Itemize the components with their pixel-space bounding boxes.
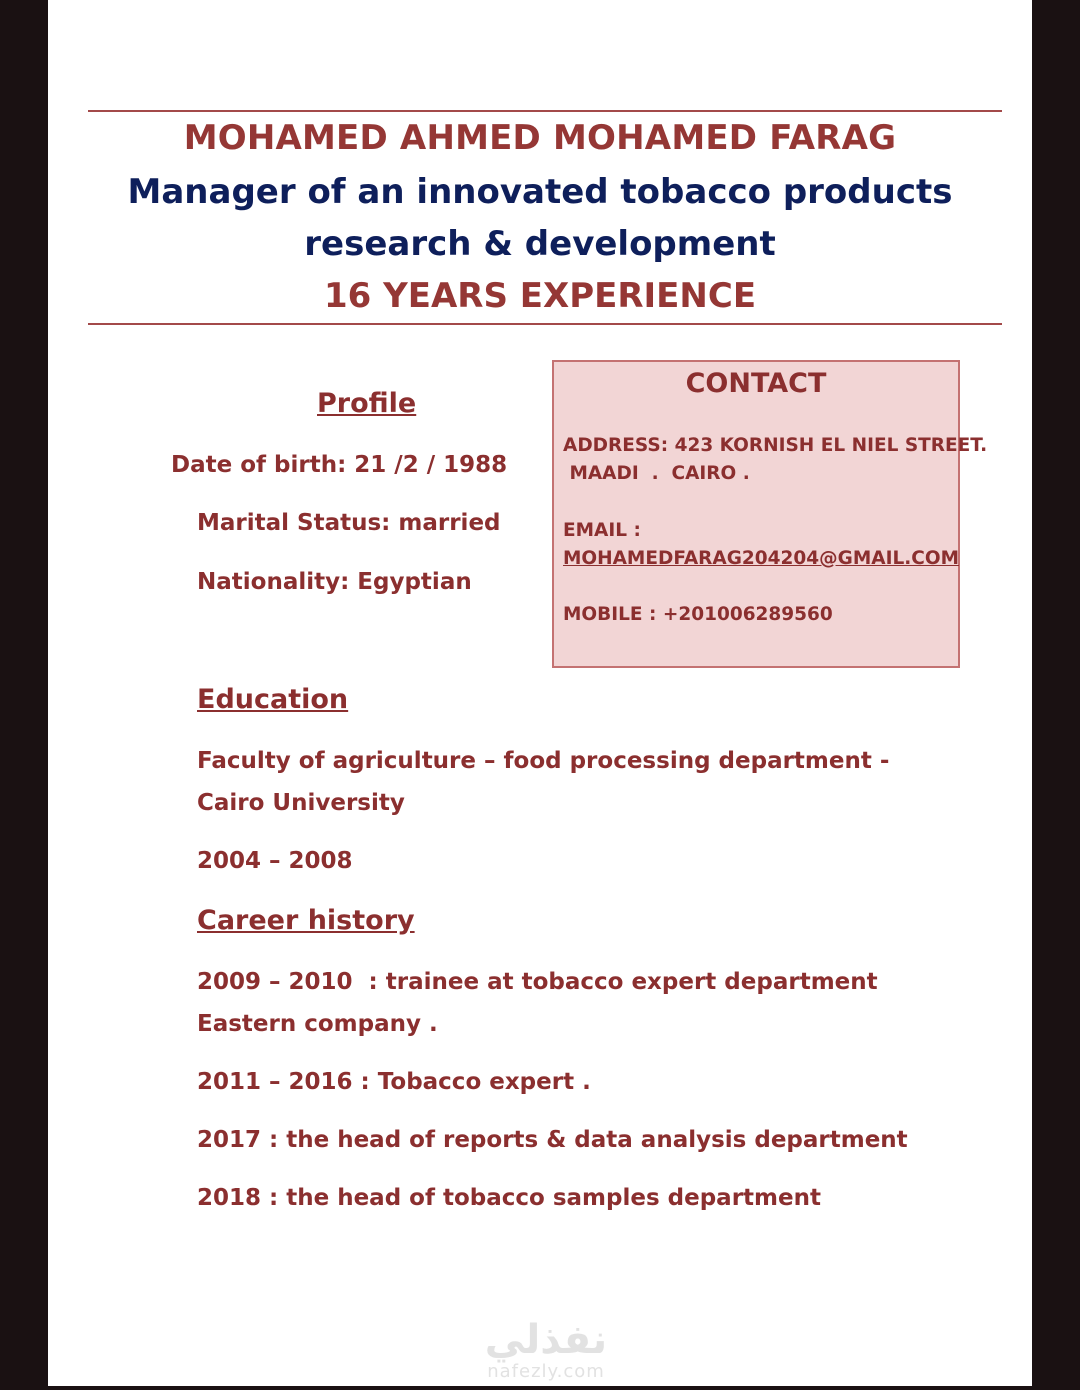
watermark-latin: nafezly.com (487, 1361, 605, 1382)
bottom-rule (88, 323, 1002, 325)
job-title-line-1: Manager of an innovated tobacco products (127, 172, 953, 212)
contact-heading: CONTACT (685, 368, 827, 399)
contact-box (552, 360, 988, 668)
email-link[interactable]: MOHAMEDFARAG204204@GMAIL.COM (563, 548, 959, 569)
profile-heading: Profile (317, 388, 417, 419)
career-item-4: 2018 : the head of tobacco samples department (197, 1185, 821, 1211)
education-faculty: Faculty of agriculture – food processing department - (197, 748, 890, 774)
career-item-1: 2009 – 2010 : trainee at tobacco expert department (197, 969, 878, 995)
career-item-2: 2011 – 2016 : Tobacco expert . (197, 1069, 591, 1095)
address-line-1: ADDRESS: 423 KORNISH EL NIEL STREET. (563, 435, 988, 456)
top-rule (88, 110, 1002, 112)
job-title-line-2: research & development (304, 224, 776, 264)
career-item-3: 2017 : the head of reports & data analysis department (197, 1127, 908, 1153)
date-of-birth: Date of birth: 21 /2 / 1988 (171, 452, 508, 478)
education-years: 2004 – 2008 (197, 848, 353, 874)
experience-years: 16 YEARS EXPERIENCE (323, 276, 757, 316)
career-heading: Career history (197, 905, 415, 936)
watermark-arabic: نفذلي (484, 1317, 608, 1363)
education-heading: Education (197, 684, 349, 715)
education-university: Cairo University (197, 790, 405, 816)
mobile-number: MOBILE : +201006289560 (563, 604, 833, 625)
address-line-2: MAADI . CAIRO . (563, 463, 750, 484)
resume-page (48, 0, 1032, 1386)
email-label: EMAIL : (563, 520, 641, 541)
watermark-logo (466, 1318, 626, 1382)
marital-status: Marital Status: married (197, 510, 501, 536)
nationality: Nationality: Egyptian (197, 569, 472, 595)
candidate-name: MOHAMED AHMED MOHAMED FARAG (183, 118, 897, 158)
career-item-1-company: Eastern company . (197, 1011, 438, 1037)
